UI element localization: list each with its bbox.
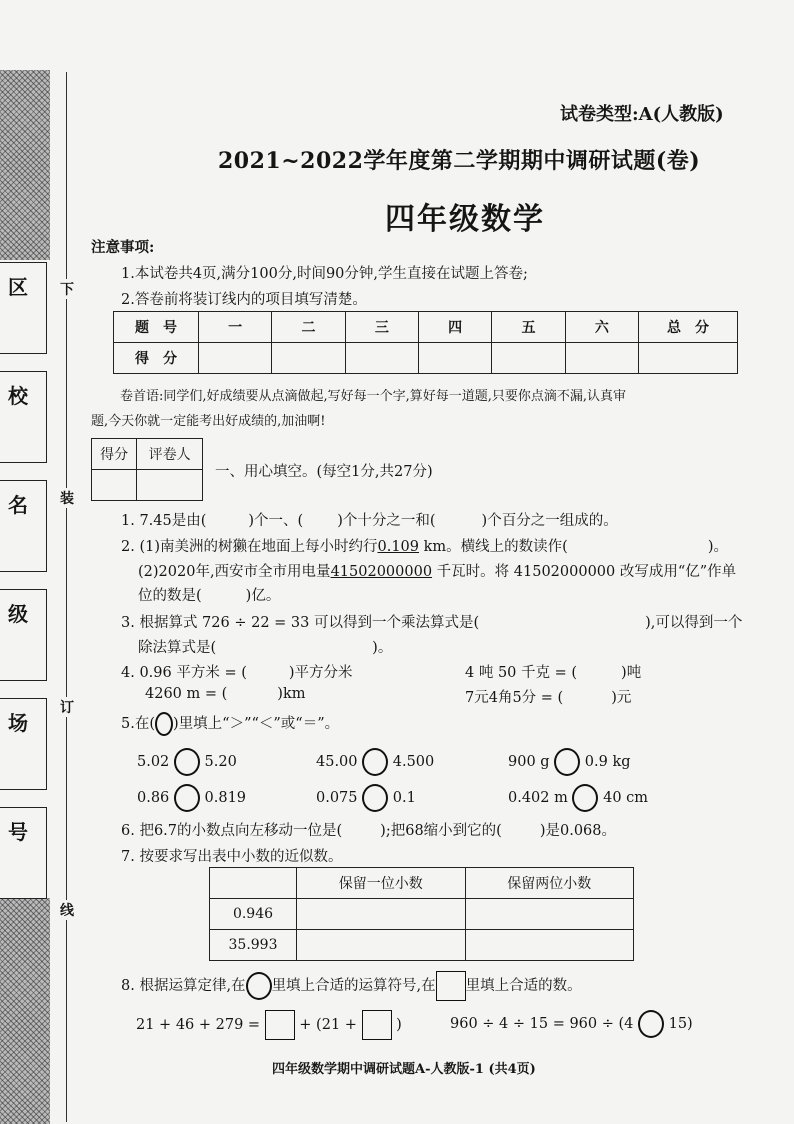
q2-underlined-number: 0.109: [377, 539, 419, 555]
hatch-pattern-bottom: [0, 898, 50, 1124]
q4-text-b2: )km: [277, 686, 306, 702]
q6-text-a: 6. 把6.7的小数点向左移动一位是(: [121, 823, 343, 839]
q5-compare-3: [508, 748, 631, 776]
q5-value: 40 cm: [603, 790, 649, 806]
question-7-prompt: 7. 按要求写出表中小数的近似数。: [121, 849, 343, 865]
score-cell[interactable]: [639, 343, 738, 374]
score-table-header: 二: [272, 312, 345, 343]
q8-expr1-b: + (21 +: [299, 1017, 357, 1033]
class-label: 级: [8, 602, 28, 626]
score-cell[interactable]: [272, 343, 345, 374]
score-cell[interactable]: [345, 343, 418, 374]
seat-number-label: 号: [8, 820, 28, 844]
q1-text-b: )个一、(: [248, 513, 304, 529]
question-6: [121, 819, 616, 840]
q4-text-a2: )平方分米: [288, 665, 353, 681]
q8-text-b: 里填上合适的运算符号,在: [271, 978, 436, 994]
school-label: 校: [8, 384, 28, 408]
q3-text-b: 除法算式是(: [138, 640, 217, 656]
q5-text-a: 5.在(: [121, 716, 155, 732]
binding-char-4: 线: [59, 900, 75, 920]
district-field-box[interactable]: [0, 262, 47, 354]
q5-value: 0.86: [137, 790, 170, 806]
q5-compare-5: [316, 784, 416, 812]
compare-circle-input[interactable]: [174, 784, 200, 812]
score-table-score-row: [114, 343, 738, 374]
question-5-prompt: [121, 712, 339, 736]
answer-circle-icon: [155, 712, 173, 736]
q8-text-c: 里填上合适的数。: [465, 978, 582, 994]
q8-expression-1: [136, 1010, 402, 1040]
question-2-part-3: [138, 584, 280, 605]
q4-text-a3: 4 吨 50 千克 = (: [465, 665, 578, 681]
district-label: 区: [8, 275, 28, 299]
q5-value: 900 g: [508, 754, 550, 770]
q8-expression-2: [450, 1010, 693, 1038]
operator-circle-icon: [246, 972, 272, 1000]
q2-text-b: (2)2020年,西安市全市用电量: [138, 564, 331, 580]
score-cell[interactable]: [492, 343, 565, 374]
score-table-header: 题 号: [114, 312, 199, 343]
q5-value: 4.500: [392, 754, 435, 770]
q4-text-a4: )吨: [621, 665, 642, 681]
paper-type: 试卷类型:A(人教版): [560, 104, 724, 125]
grader-reviewer-cell[interactable]: [137, 470, 203, 501]
binding-line: [66, 72, 67, 1122]
compare-circle-input[interactable]: [362, 784, 388, 812]
compare-circle-input[interactable]: [174, 748, 200, 776]
q4-text-b3: 7元4角5分 = (: [465, 690, 564, 706]
q2-text-b2: 千瓦时。将 41502000000 改写成用“亿”作单: [432, 564, 737, 580]
q8-expr2-a: 960 ÷ 4 ÷ 15 = 960 ÷ (4: [450, 1016, 634, 1032]
binding-char-1: 下: [59, 279, 75, 299]
q8-expr1-c: ): [396, 1017, 402, 1033]
name-field-box[interactable]: [0, 480, 47, 572]
q2-underlined-number-2: 41502000000: [330, 564, 433, 580]
q2-text-c2: )亿。: [245, 588, 281, 604]
exam-room-field-box[interactable]: [0, 698, 47, 790]
q8-text-a: 8. 根据运算定律,在: [121, 978, 246, 994]
q5-value: 0.9 kg: [584, 754, 631, 770]
score-row-label: 得 分: [114, 343, 199, 374]
approx-cell[interactable]: [465, 899, 634, 930]
class-field-box[interactable]: [0, 589, 47, 681]
number-box-input[interactable]: [265, 1010, 295, 1040]
score-cell[interactable]: [199, 343, 272, 374]
question-2-part-2: [138, 560, 736, 581]
number-box-input[interactable]: [362, 1010, 392, 1040]
compare-circle-input[interactable]: [572, 784, 598, 812]
score-cell[interactable]: [565, 343, 638, 374]
q3-text-a: 3. 根据算式 726 ÷ 22 = 33 可以得到一个乘法算式是(: [121, 615, 480, 631]
question-4-d: [465, 686, 631, 707]
question-2-part-1: [121, 535, 728, 556]
question-4-b: [465, 661, 641, 682]
q3-text-a2: ),可以得到一个: [645, 615, 743, 631]
approx-col-header: 保留一位小数: [297, 868, 466, 899]
q3-text-b2: )。: [372, 640, 393, 656]
grader-score-cell[interactable]: [92, 470, 137, 501]
grader-box: [91, 438, 203, 501]
score-table: [113, 311, 738, 374]
preface-line-2: 题,今天你就一定能考出好成绩的,加油啊!: [91, 414, 326, 429]
notice-item-2: 2.答卷前将装订线内的项目填写清楚。: [121, 292, 367, 308]
score-table-header: 三: [345, 312, 418, 343]
q6-text-b: );把68缩小到它的(: [380, 823, 502, 839]
q2-text-c: 位的数是(: [138, 588, 202, 604]
approximation-table: [209, 867, 634, 961]
preface-line-1: 卷首语:同学们,好成绩要从点滴做起,写好每一个字,算好每一道题,只要你点滴不漏,认真审: [120, 389, 627, 404]
q5-value: 0.1: [392, 790, 416, 806]
q5-text-b: )里填上“＞”“＜”或“＝”。: [173, 716, 340, 732]
q5-compare-1: [137, 748, 237, 776]
question-4-a: [121, 661, 353, 682]
seat-number-field-box[interactable]: [0, 807, 47, 899]
grader-score-label: 得分: [92, 439, 137, 470]
name-label: 名: [8, 493, 28, 517]
q1-text-a: 1. 7.45是由(: [121, 513, 207, 529]
q4-text-b4: )元: [611, 690, 632, 706]
number-box-icon: [436, 971, 466, 1001]
q5-value: 45.00: [316, 754, 358, 770]
q8-expr1-a: 21 + 46 + 279 =: [136, 1017, 261, 1033]
q5-compare-6: [508, 784, 648, 812]
approx-cell[interactable]: [297, 930, 466, 961]
score-table-header: 六: [565, 312, 638, 343]
q4-text-a1: 4. 0.96 平方米 = (: [121, 665, 247, 681]
q5-compare-4: [137, 784, 246, 812]
compare-circle-input[interactable]: [554, 748, 580, 776]
approx-cell[interactable]: [465, 930, 634, 961]
q2-text-a2: km。横线上的数读作(: [419, 539, 568, 555]
q5-value: 0.402 m: [508, 790, 568, 806]
score-table-header: 五: [492, 312, 565, 343]
score-table-header-row: [114, 312, 738, 343]
q1-text-d: )个百分之一组成的。: [481, 513, 618, 529]
exam-title: 2021~2022学年度第二学期期中调研试题(卷): [218, 148, 701, 174]
q5-value: 5.02: [137, 754, 170, 770]
question-8-prompt: [121, 971, 582, 1001]
approx-row-label: 35.993: [210, 930, 297, 961]
page-footer: 四年级数学期中调研试题A-人教版-1 (共4页): [272, 1062, 536, 1077]
q5-compare-2: [316, 748, 434, 776]
score-table-header: 四: [418, 312, 491, 343]
approx-cell[interactable]: [297, 899, 466, 930]
question-3-line-1: [121, 611, 742, 632]
q5-value: 5.20: [204, 754, 237, 770]
q2-text-a: 2. (1)南美洲的树獭在地面上每小时约行: [121, 539, 378, 555]
exam-room-label: 场: [8, 711, 28, 735]
q8-expr2-b: 15): [668, 1016, 693, 1032]
question-1: [121, 509, 618, 530]
score-cell[interactable]: [418, 343, 491, 374]
q5-value: 0.075: [316, 790, 358, 806]
q4-text-b1: 4260 m = (: [145, 686, 228, 702]
q1-text-c: )个十分之一和(: [337, 513, 436, 529]
subject-title: 四年级数学: [385, 202, 545, 237]
notice-heading: 注意事项:: [91, 239, 155, 256]
question-3-line-2: [138, 636, 392, 657]
section-1-title: 一、用心填空。(每空1分,共27分): [215, 464, 433, 480]
hatch-pattern-top: [0, 70, 50, 260]
score-table-header: 总 分: [639, 312, 738, 343]
binding-char-3: 订: [59, 697, 75, 717]
binding-char-2: 装: [59, 488, 75, 508]
q6-text-c: )是0.068。: [539, 823, 616, 839]
grader-reviewer-label: 评卷人: [137, 439, 203, 470]
q2-text-a3: )。: [707, 539, 728, 555]
score-table-header: 一: [199, 312, 272, 343]
approx-row-label: 0.946: [210, 899, 297, 930]
approx-col-header: 保留两位小数: [465, 868, 634, 899]
q5-value: 0.819: [204, 790, 247, 806]
compare-circle-input[interactable]: [362, 748, 388, 776]
operator-circle-input[interactable]: [638, 1010, 664, 1038]
school-field-box[interactable]: [0, 371, 47, 463]
question-4-c: [145, 686, 306, 702]
approx-table-corner: [210, 868, 297, 899]
notice-item-1: 1.本试卷共4页,满分100分,时间90分钟,学生直接在试题上答卷;: [121, 266, 528, 282]
